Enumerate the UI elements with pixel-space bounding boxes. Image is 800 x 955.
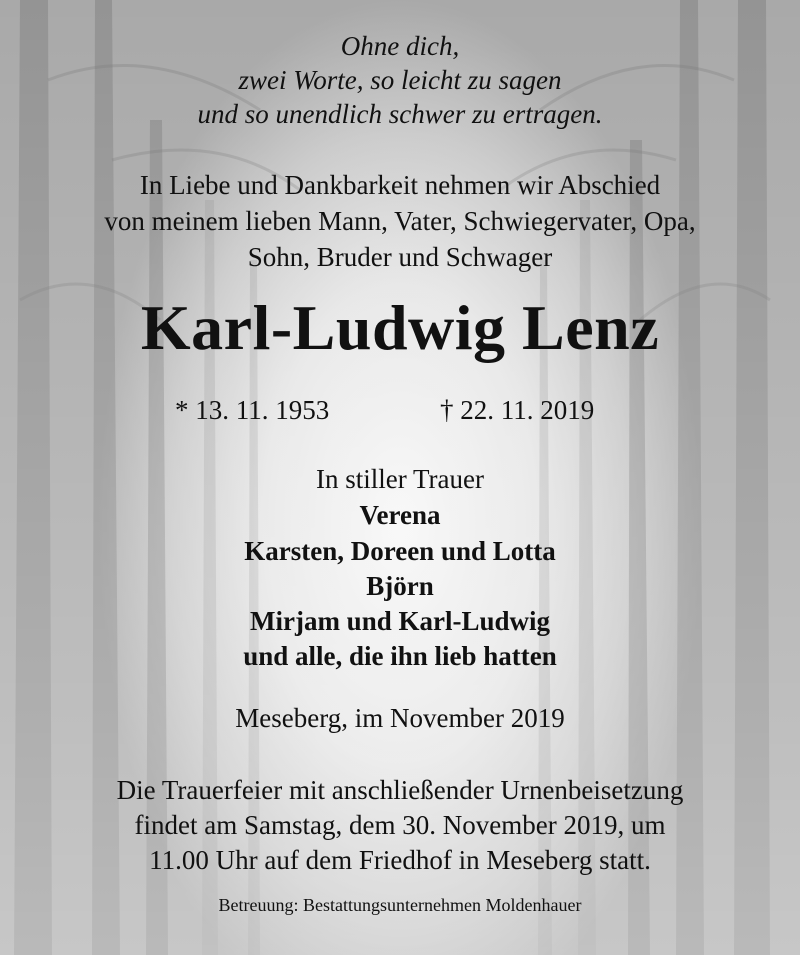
mourner-2: Karsten, Doreen und Lotta [244,536,556,566]
motto-line-3: und so unendlich schwer zu ertragen. [197,99,603,129]
mourning-intro: In stiller Trauer [316,464,484,494]
birth-date: * 13. 11. 1953 [175,395,330,425]
deceased-name: Karl-Ludwig Lenz [140,292,660,363]
mourner-4: Mirjam und Karl-Ludwig [249,606,551,636]
mourner-1: Verena [359,500,441,530]
death-date: † 22. 11. 2019 [440,395,595,425]
motto-line-2: zwei Worte, so leicht zu sagen [238,65,562,95]
funeral-line-1: Die Trauerfeier mit anschließender Urnenbeisetzung [116,775,684,805]
funeral-line-3: 11.00 Uhr auf dem Friedhof in Meseberg statt. [149,845,651,875]
intro-line-1: In Liebe und Dankbarkeit nehmen wir Abschied [139,170,661,200]
mourner-3: Björn [366,571,434,601]
intro-line-2: von meinem lieben Mann, Vater, Schwiegervater, Opa, [104,206,696,236]
funeral-home-credit: Betreuung: Bestattungsunternehmen Moldenhauer [218,895,582,915]
place-date: Meseberg, im November 2019 [235,703,565,733]
life-dates [0,393,800,427]
funeral-line-2: findet am Samstag, dem 30. November 2019, um [134,810,666,840]
motto-line-1: Ohne dich, [340,31,460,61]
intro-line-3: Sohn, Bruder und Schwager [247,242,553,272]
mourner-5: und alle, die ihn lieb hatten [243,641,557,671]
